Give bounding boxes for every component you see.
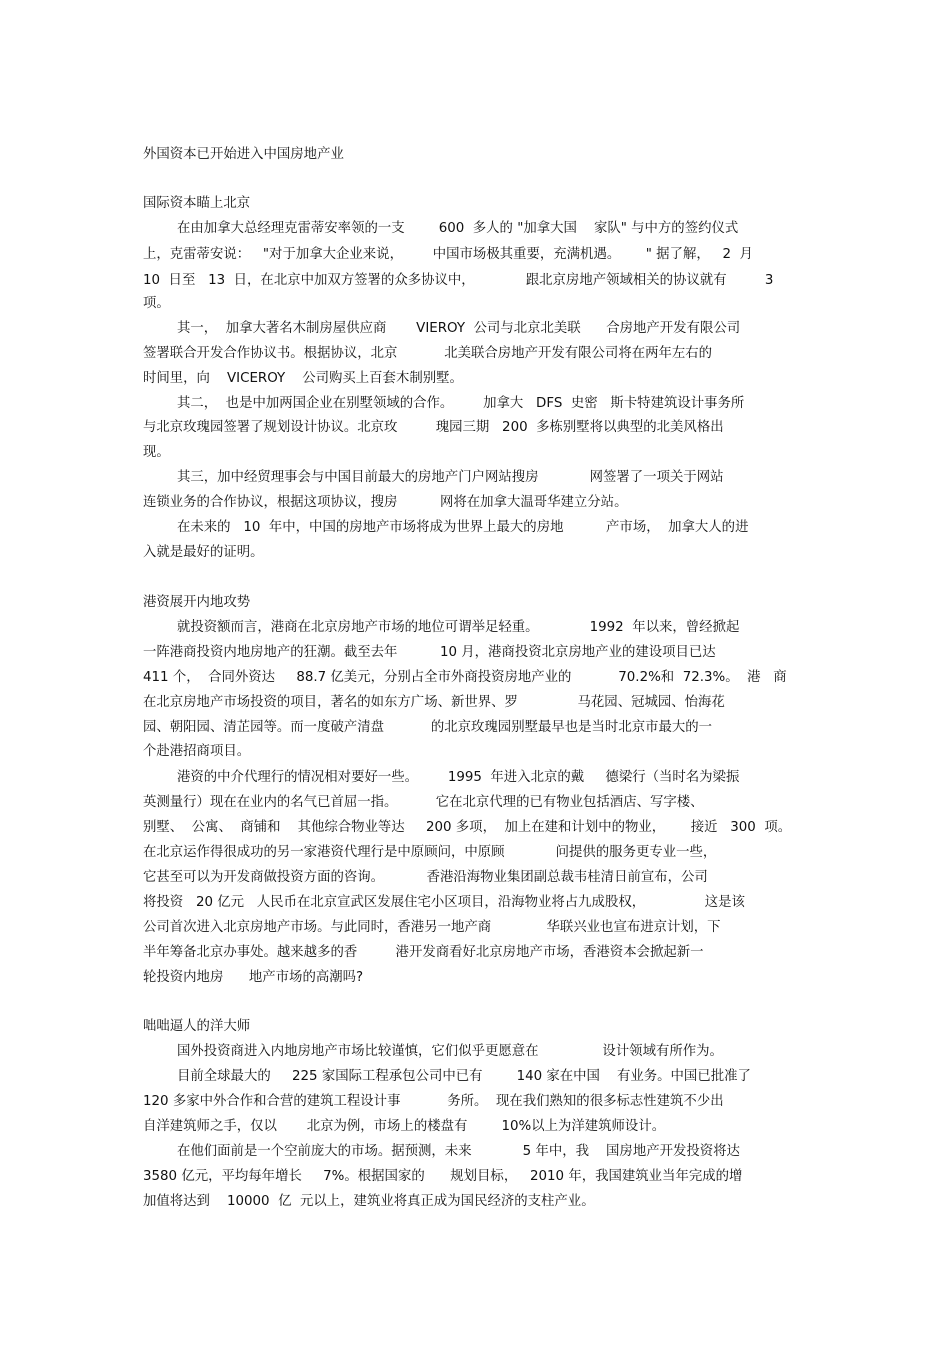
paragraph-line: 在未来的 10 年中，中国的房地产市场将成为世界上最大的房地 产市场， 加拿大人的进 — [177, 520, 749, 535]
paragraph-line: 轮投资内地房 地产市场的高潮吗? — [143, 970, 364, 985]
paragraph-line: 它甚至可以为开发商做投资方面的咨询。 香港沿海物业集团副总裁韦桂清日前宣布，公司 — [143, 870, 708, 885]
paragraph-line: 入就是最好的证明。 — [143, 545, 264, 560]
paragraph-line: 10 日至 13 日，在北京中加双方签署的众多协议中， 跟北京房地产领域相关的协议就有 3 — [143, 273, 774, 288]
paragraph-line: 上，克雷蒂安说： "对于加拿大企业来说， 中国市场极其重要，充满机遇。 " 据了解， 2 月 — [143, 247, 753, 262]
paragraph-line: 其二， 也是中加两国企业在别墅领域的合作。 加拿大 DFS 史密 斯卡特建筑设计事务所 — [177, 396, 745, 411]
paragraph-line: 园、朝阳园、清芷园等。而一度破产清盘 的北京玫瑰园别墅最早也是当时北京市最大的一 — [143, 720, 713, 735]
paragraph-line: 时间里，向 VICEROY 公司购买上百套木制别墅。 — [143, 371, 463, 386]
paragraph-line: 英测量行）现在在业内的名气已首屈一指。 它在北京代理的已有物业包括酒店、写字楼、 — [143, 795, 704, 810]
paragraph-line: 一阵港商投资内地房地产的狂潮。截至去年 10 月，港商投资北京房地产业的建设项目已达 — [143, 645, 716, 660]
paragraph-line: 个赴港招商项目。 — [143, 744, 251, 759]
paragraph-line: 现。 — [143, 445, 170, 460]
section-heading-international-capital: 国际资本瞄上北京 — [143, 196, 251, 211]
paragraph-line: 在北京运作得很成功的另一家港资代理行是中原顾问，中原顾 问提供的服务更专业一些， — [143, 845, 717, 860]
paragraph-line: 其一， 加拿大著名木制房屋供应商 VIEROY 公司与北京北美联 合房地产开发有限公司 — [177, 321, 741, 336]
paragraph-line: 就投资额而言，港商在北京房地产市场的地位可谓举足轻重。 1992 年以来，曾经掀起 — [177, 620, 740, 635]
document-title: 外国资本已开始进入中国房地产业 — [143, 147, 344, 162]
paragraph-line: 3580 亿元，平均每年增长 7%。根据国家的 规划目标， 2010 年，我国建筑业当年完成的增 — [143, 1169, 743, 1184]
paragraph-line: 在由加拿大总经理克雷蒂安率领的一支 600 多人的 "加拿大国 家队" 与中方的签约仪式 — [177, 221, 739, 236]
paragraph-line: 在北京房地产市场投资的项目，著名的如东方广场、新世界、罗 马花园、冠城园、怡海花 — [143, 695, 725, 710]
section-heading-hk-capital: 港资展开内地攻势 — [143, 595, 251, 610]
paragraph-line: 别墅、 公寓、 商铺和 其他综合物业等达 200 多项， 加上在建和计划中的物业， 接近 300 项。 — [143, 820, 792, 835]
paragraph-line: 加值将达到 10000 亿 元以上，建筑业将真正成为国民经济的支柱产业。 — [143, 1194, 595, 1209]
paragraph-line: 签署联合开发合作协议书。根据协议，北京 北美联合房地产开发有限公司将在两年左右的 — [143, 346, 713, 361]
paragraph-line: 自洋建筑师之手，仅以 北京为例，市场上的楼盘有 10%以上为洋建筑师设计。 — [143, 1119, 666, 1134]
paragraph-line: 与北京玫瑰园签署了规划设计协议。北京玫 瑰园三期 200 多栋别墅将以典型的北美风格出 — [143, 420, 724, 435]
paragraph-line: 连锁业务的合作协议，根据这项协议，搜房 网将在加拿大温哥华建立分站。 — [143, 495, 628, 510]
paragraph-line: 将投资 20 亿元 人民币在北京宣武区发展住宅小区项目，沿海物业将占九成股权， 这是该 — [143, 895, 745, 910]
paragraph-line: 目前全球最大的 225 家国际工程承包公司中已有 140 家在中国 有业务。中国已批准了 — [177, 1069, 751, 1084]
paragraph-line: 港资的中介代理行的情况相对要好一些。 1995 年进入北京的戴 德梁行（当时名为梁振 — [177, 770, 740, 785]
paragraph-line: 半年筹备北京办事处。越来越多的香 港开发商看好北京房地产市场，香港资本会掀起新一 — [143, 945, 704, 960]
section-heading-foreign-architects: 咄咄逼人的洋大师 — [143, 1019, 251, 1034]
paragraph-line: 411 个， 合同外资达 88.7 亿美元，分别占全市外商投资房地产业的 70.2%和 72.3%。 港 商 — [143, 670, 787, 685]
paragraph-line: 公司首次进入北京房地产市场。与此同时，香港另一地产商 华联兴业也宣布进京计划，下 — [143, 920, 721, 935]
paragraph-line: 项。 — [143, 296, 170, 311]
paragraph-line: 其三，加中经贸理事会与中国目前最大的房地产门户网站搜房 网签署了一项关于网站 — [177, 470, 724, 485]
paragraph-line: 国外投资商进入内地房地产市场比较谨慎，它们似乎更愿意在 设计领域有所作为。 — [177, 1044, 723, 1059]
paragraph-line: 在他们面前是一个空前庞大的市场。据预测，未来 5 年中，我 国房地产开发投资将达 — [177, 1144, 740, 1159]
paragraph-line: 120 多家中外合作和合营的建筑工程设计事 务所。 现在我们熟知的很多标志性建筑不少出 — [143, 1094, 724, 1109]
